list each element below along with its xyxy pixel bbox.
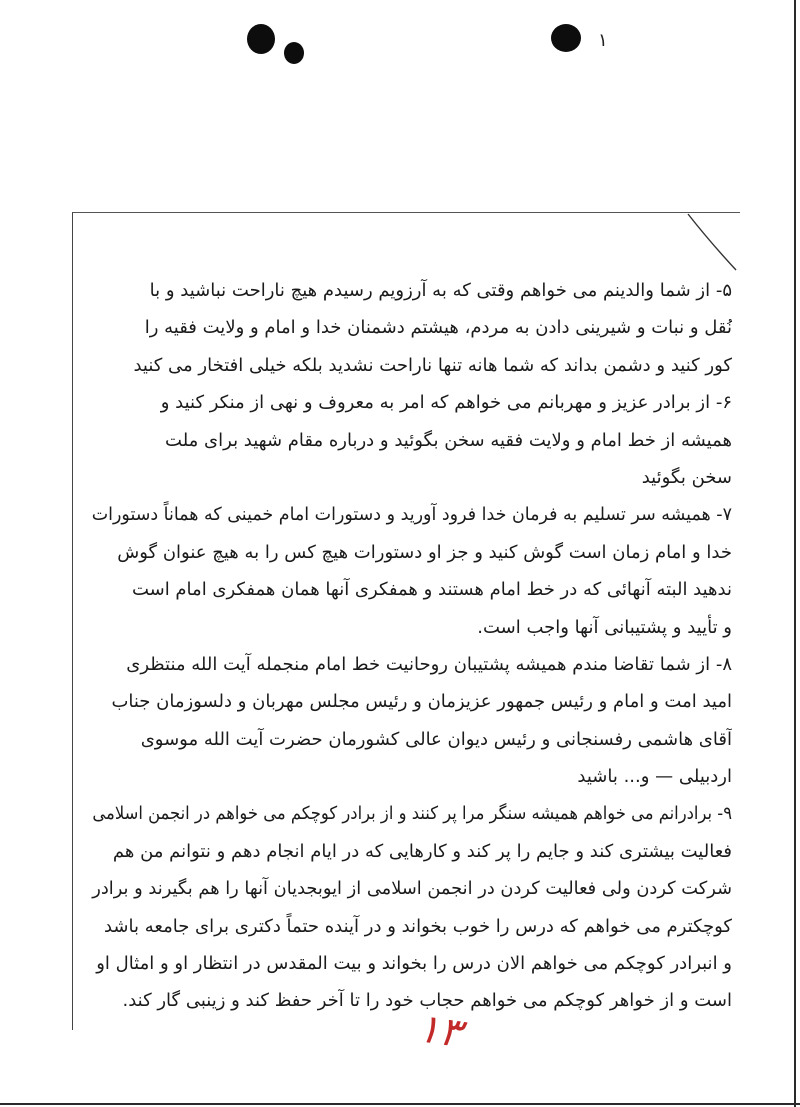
scan-edge-right [794, 0, 796, 1107]
text-line: شرکت کردن ولی فعالیت کردن در انجمن اسلامی از ایوبجدیان آنها را هم بگیرند و برادر [92, 878, 732, 900]
punch-hole-right [551, 24, 581, 52]
text-line: است و از خواهر کوچکم می خواهم حجاب خود را تا آخر حفظ کند و زینبی گار کند. [122, 990, 732, 1012]
text-line: ۵- از شما والدینم می خواهم وقتی که به آرزویم رسیدم هیچ ناراحت نباشید و با [149, 280, 732, 301]
text-line: ۶- از برادر عزیز و مهربانم می خواهم که امر به معروف و نهی از منکر کنید و [160, 392, 732, 414]
punch-hole-left-small [284, 42, 304, 64]
text-line: ۹- برادرانم می خواهم همیشه سنگر مرا پر کنند و از برادر کوچکم می خواهم در انجمن اسلامی [92, 803, 732, 825]
text-line: و تأیید و پشتیبانی آنها واجب است. [477, 616, 732, 638]
text-line: اردبیلی — و... باشید [577, 766, 732, 788]
text-line: و انبرادر کوچکم می خواهم الان درس را بخواند و بیت المقدس در انتظار او و امثال او [96, 953, 732, 975]
handwritten-will-text [92, 272, 732, 1020]
text-line: ندهید البته آنهائی که در خط امام هستند و همفکری آنها همان همفکری امام است [131, 579, 732, 601]
text-line: کوچکترم می خواهم که درس را خوب بخواند و در آینده حتماً دکتری برای جامعه باشد [103, 915, 732, 937]
text-line: ۸- از شما تقاضا مندم همیشه پشتیبان روحانیت خط امام منجمله آیت الله منتظری [126, 653, 732, 675]
scan-edge-bottom [0, 1103, 800, 1105]
text-line: ۷- همیشه سر تسلیم به فرمان خدا فرود آورید و دستورات امام خمینی که هماناً دستورات [91, 504, 732, 526]
text-line: کور کنید و دشمن بداند که شما هانه تنها ناراحت نشدید بلکه خیلی افتخار می کنید [133, 354, 732, 376]
punch-hole-left [247, 24, 275, 54]
text-line: امید امت و امام و رئیس جمهور عزیزمان و رئیس مجلس مهربان و دلسوزمان جناب [111, 691, 732, 713]
text-line: سخن بگوئید [641, 466, 732, 488]
text-line: آقای هاشمی رفسنجانی و رئیس دیوان عالی کشورمان حضرت آیت الله موسوی [140, 728, 732, 750]
text-line: نُقل و نبات و شیرینی دادن به مردم، هیشتم دشمنان خدا و امام و ولایت فقیه را [144, 317, 732, 339]
page-number: ۱۳ [415, 1005, 464, 1057]
corner-stroke [680, 212, 740, 272]
text-line: فعالیت بیشتری کند و جایم را پر کند و کارهایی که در ایام انجام دهم و نتوانم من هم [112, 840, 732, 862]
text-line: خدا و امام زمان است گوش کنید و جز او دستورات هیچ کس را به هیچ عنوان گوش [117, 541, 732, 563]
top-page-mark: ۱ [598, 30, 608, 51]
text-line: همیشه از خط امام و ولایت فقیه سخن بگوئید و درباره مقام شهید برای ملت [165, 429, 732, 451]
